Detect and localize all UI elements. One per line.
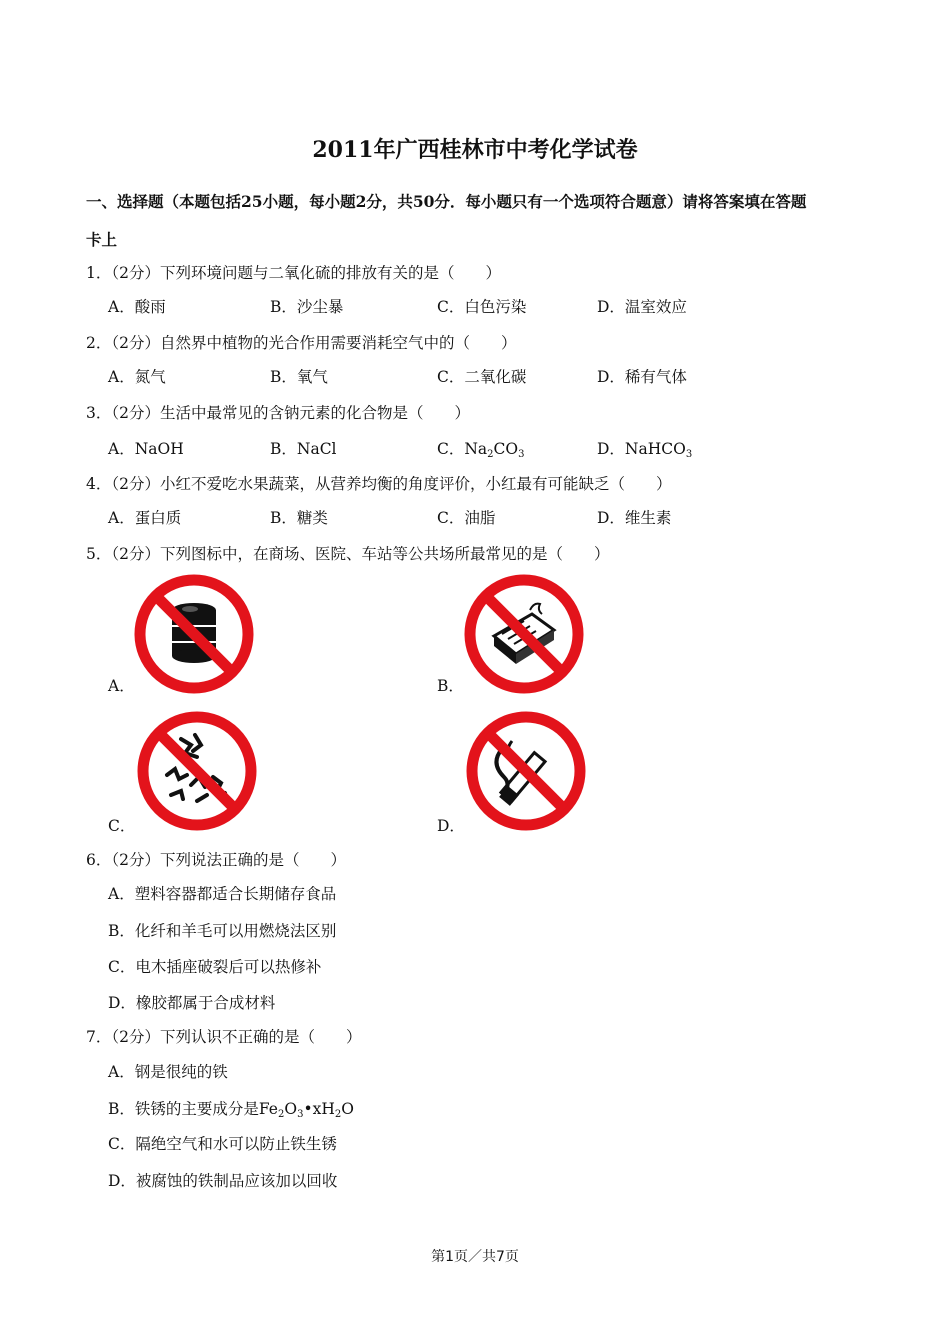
question-5-stem: 5．（2分）下列图标中，在商场、医院、车站等公共场所最常见的是（ ） bbox=[86, 545, 610, 563]
question-3-option-a: A．NaOH bbox=[108, 440, 184, 458]
question-7-option-a: A．钢是很纯的铁 bbox=[108, 1063, 228, 1081]
question-5-option-c: C． bbox=[108, 817, 136, 835]
question-5-option-b: B． bbox=[437, 677, 464, 695]
question-1-option-d: D．温室效应 bbox=[597, 298, 687, 316]
question-4-option-c: C．油脂 bbox=[437, 509, 496, 527]
no-burning-icon bbox=[137, 711, 257, 831]
page-title: 2011年广西桂林市中考化学试卷 bbox=[312, 137, 638, 163]
question-1-option-b: B．沙尘暴 bbox=[270, 298, 344, 316]
question-3-stem: 3．（2分）生活中最常见的含钠元素的化合物是（ ） bbox=[86, 404, 470, 422]
question-2-option-b: B．氧气 bbox=[270, 368, 328, 386]
question-3-option-c: C．$Na_2CO_3$ bbox=[437, 440, 525, 460]
question-7-option-d: D．被腐蚀的铁制品应该加以回收 bbox=[108, 1172, 338, 1190]
question-2-option-d: D．稀有气体 bbox=[597, 368, 687, 386]
question-6-option-d: D．橡胶都属于合成材料 bbox=[108, 994, 276, 1012]
question-6-option-c: C．电木插座破裂后可以热修补 bbox=[108, 958, 322, 976]
question-5-option-d: D． bbox=[437, 817, 465, 835]
no-smoking-icon bbox=[466, 711, 586, 831]
question-3-option-d: D．NaHCO$_3$ bbox=[597, 440, 693, 460]
question-3-option-b: B．NaCl bbox=[270, 440, 337, 458]
question-7-stem: 7．（2分）下列认识不正确的是（ ） bbox=[86, 1028, 362, 1046]
no-fireworks-icon bbox=[464, 574, 584, 694]
question-4-option-a: A．蛋白质 bbox=[108, 509, 182, 527]
question-6-stem: 6．（2分）下列说法正确的是（ ） bbox=[86, 851, 346, 869]
question-4-option-d: D．维生素 bbox=[597, 509, 672, 527]
question-4-stem: 4．（2分）小红不爱吃水果蔬菜，从营养均衡的角度评价，小红最有可能缺乏（ ） bbox=[86, 475, 672, 493]
question-5-option-a: A． bbox=[108, 677, 135, 695]
question-7-option-c: C．隔绝空气和水可以防止铁生锈 bbox=[108, 1135, 337, 1153]
section-heading-line2: 卡上 bbox=[86, 230, 118, 249]
question-6-option-a: A．塑料容器都适合长期储存食品 bbox=[108, 885, 337, 903]
question-1-option-a: A．酸雨 bbox=[108, 298, 166, 316]
question-7-option-b: B．铁锈的主要成分是$Fe_2O_3•xH_2O$ bbox=[108, 1100, 354, 1120]
question-1-option-c: C．白色污染 bbox=[437, 298, 527, 316]
question-2-option-a: A．氮气 bbox=[108, 368, 166, 386]
question-1-stem: 1．（2分）下列环境问题与二氧化硫的排放有关的是（ ） bbox=[86, 264, 501, 282]
section-heading-line1: 一、选择题（本题包括25小题，每小题2分，共50分．每小题只有一个选项符合题意）请将答案填在答题 bbox=[86, 192, 807, 211]
page-footer: 第1页／共7页 bbox=[431, 1249, 519, 1265]
question-2-option-c: C．二氧化碳 bbox=[437, 368, 527, 386]
question-6-option-b: B．化纤和羊毛可以用燃烧法区别 bbox=[108, 922, 337, 940]
question-2-stem: 2．（2分）自然界中植物的光合作用需要消耗空气中的（ ） bbox=[86, 334, 517, 352]
question-4-option-b: B．糖类 bbox=[270, 509, 328, 527]
no-oil-drum-icon bbox=[134, 574, 254, 694]
